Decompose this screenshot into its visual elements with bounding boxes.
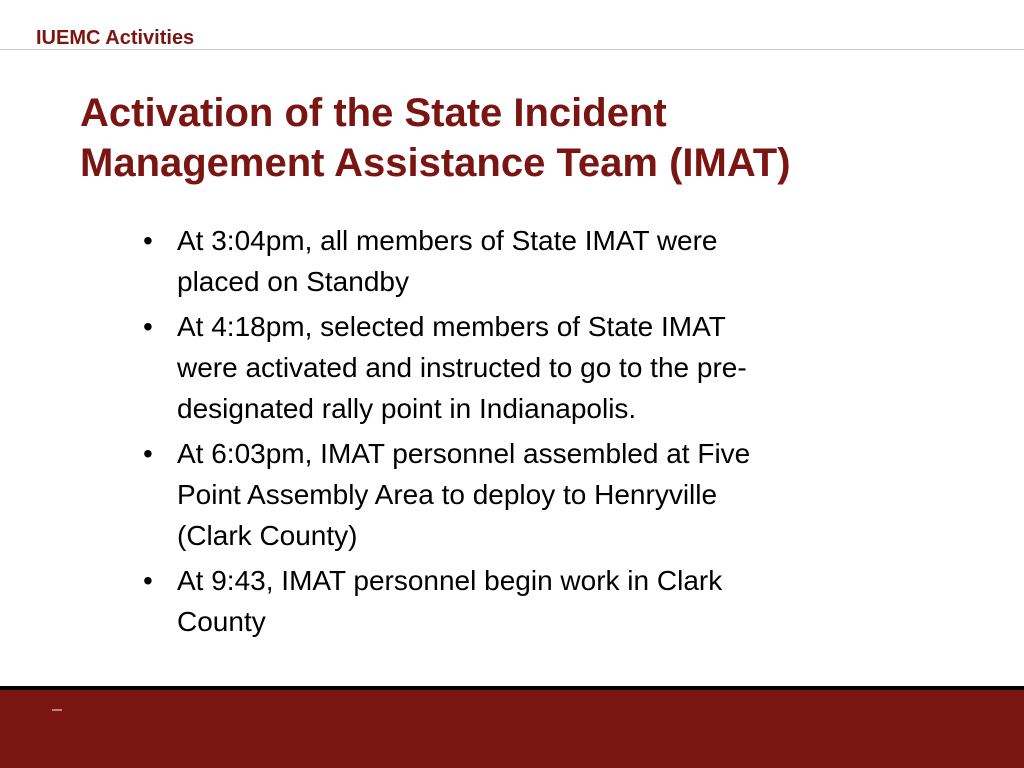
bullet-marker-icon: •	[143, 225, 153, 256]
bullet-line: At 9:43, IMAT personnel begin work in Clark	[177, 565, 723, 596]
bullet-line: County	[177, 606, 266, 637]
bullet-marker-icon: •	[143, 311, 153, 342]
slide-title-line-1: Activation of the State Incident	[80, 91, 667, 135]
bullet-item	[143, 560, 883, 642]
bullet-line: Point Assembly Area to deploy to Henryville	[177, 479, 718, 510]
bullet-line: (Clark County)	[177, 520, 358, 551]
header-divider	[0, 49, 1024, 50]
bullet-line: At 4:18pm, selected members of State IMAT	[177, 311, 726, 342]
bullet-line: placed on Standby	[177, 266, 409, 297]
bullet-marker-icon: •	[143, 565, 153, 596]
bullet-line: were activated and instructed to go to the pre-	[177, 352, 747, 383]
footer-dash-mark	[52, 709, 62, 711]
bullet-item	[143, 306, 883, 429]
slide-title-line-2: Management Assistance Team (IMAT)	[80, 141, 791, 185]
header-label: IUEMC Activities	[36, 27, 195, 49]
bullet-line: At 3:04pm, all members of State IMAT were	[177, 225, 718, 256]
bullet-item	[143, 220, 883, 302]
bullet-line: designated rally point in Indianapolis.	[177, 393, 637, 424]
bullet-marker-icon: •	[143, 438, 153, 469]
bullet-list	[143, 220, 883, 646]
bullet-item	[143, 433, 883, 556]
footer-band	[0, 690, 1024, 768]
slide-title	[80, 88, 980, 188]
bullet-line: At 6:03pm, IMAT personnel assembled at Five	[177, 438, 751, 469]
